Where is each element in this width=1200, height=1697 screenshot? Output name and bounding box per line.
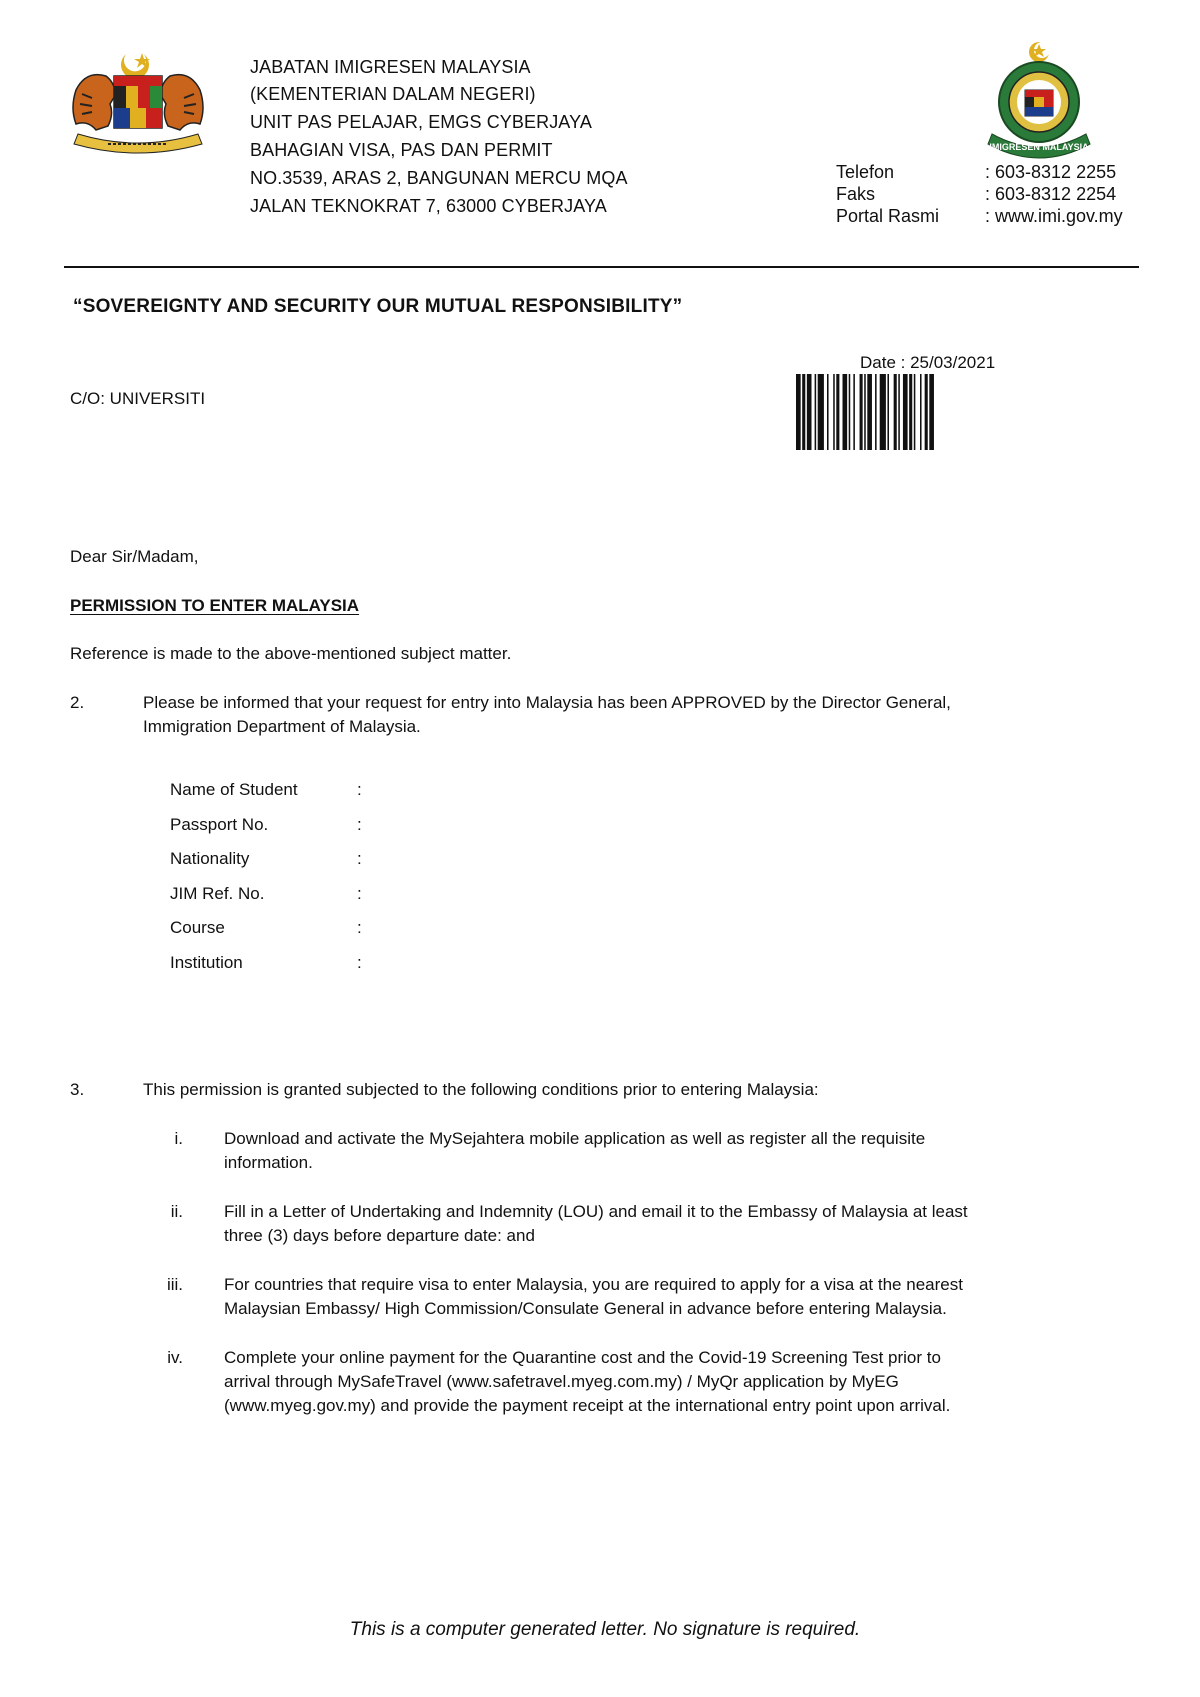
barcode-bar xyxy=(880,374,886,450)
imigresen-malaysia-badge-icon xyxy=(984,40,1094,160)
address-line-1: JABATAN IMIGRESEN MALAYSIA xyxy=(250,57,531,77)
motto-heading: “SOVEREIGNTY AND SECURITY OUR MUTUAL RESPONSIBILITY” xyxy=(73,296,683,317)
letter-date: Date : 25/03/2021 xyxy=(860,353,996,372)
condition-1-line-1: Download and activate the MySejahtera mobile application as well as register all the requisite xyxy=(224,1129,926,1148)
care-of-line: C/O: UNIVERSITI xyxy=(70,389,206,408)
barcode-bar xyxy=(853,374,855,450)
condition-2-line-2: three (3) days before departure date: and xyxy=(224,1226,535,1245)
field-colon: : xyxy=(357,953,362,972)
field-label-nationality: Nationality xyxy=(170,849,250,868)
paragraph-2-line-1: Please be informed that your request for entry into Malaysia has been APPROVED by the Director General, xyxy=(143,693,951,712)
contact-value-telefon: : 603-8312 2255 xyxy=(985,162,1117,182)
malaysia-coat-of-arms-icon xyxy=(68,50,208,160)
field-colon: : xyxy=(357,884,362,903)
barcode-bar xyxy=(807,374,812,450)
condition-3-number: iii. xyxy=(166,1275,183,1294)
barcode-bar xyxy=(894,374,897,450)
contact-label-faks: Faks xyxy=(836,184,876,204)
barcode-bar xyxy=(898,374,900,450)
barcode-bar xyxy=(864,374,866,450)
condition-4-number: iv. xyxy=(167,1348,183,1367)
barcode-bar xyxy=(860,374,863,450)
condition-4-line-3: (www.myeg.gov.my) and provide the payment receipt at the international entry point upon arrival. xyxy=(224,1396,951,1415)
barcode-bar xyxy=(903,374,908,450)
barcode-bar xyxy=(833,374,835,450)
salutation: Dear Sir/Madam, xyxy=(70,547,199,566)
condition-1-line-2: information. xyxy=(224,1153,313,1172)
barcode-bar xyxy=(843,374,848,450)
address-line-3: UNIT PAS PELAJAR, EMGS CYBERJAYA xyxy=(250,112,592,132)
barcode-bar xyxy=(914,374,916,450)
condition-3-line-2: Malaysian Embassy/ High Commission/Consulate General in advance before entering Malaysia. xyxy=(224,1299,947,1318)
barcode-bar xyxy=(909,374,912,450)
condition-4-line-1: Complete your online payment for the Quarantine cost and the Covid-19 Screening Test prior to xyxy=(224,1348,941,1367)
field-label-course: Course xyxy=(170,918,225,937)
barcode-bar xyxy=(836,374,839,450)
field-label-jim-ref: JIM Ref. No. xyxy=(170,884,265,903)
barcode-bar xyxy=(929,374,934,450)
address-line-6: JALAN TEKNOKRAT 7, 63000 CYBERJAYA xyxy=(250,196,607,216)
barcode xyxy=(796,374,1054,450)
field-label-institution: Institution xyxy=(170,953,243,972)
contact-value-portal: : www.imi.gov.my xyxy=(985,206,1123,226)
address-line-2: (KEMENTERIAN DALAM NEGERI) xyxy=(250,84,536,104)
contact-label-portal: Portal Rasmi xyxy=(836,206,940,226)
paragraph-2-number: 2. xyxy=(70,693,85,712)
barcode-bar xyxy=(802,374,805,450)
barcode-bar xyxy=(796,374,801,450)
condition-2-number: ii. xyxy=(170,1202,183,1221)
contact-label-telefon: Telefon xyxy=(836,162,895,182)
barcode-bar xyxy=(867,374,872,450)
barcode-bar xyxy=(849,374,851,450)
address-line-5: NO.3539, ARAS 2, BANGUNAN MERCU MQA xyxy=(250,168,628,188)
barcode-bar xyxy=(887,374,889,450)
field-colon: : xyxy=(357,918,362,937)
paragraph-2-line-2: Immigration Department of Malaysia. xyxy=(143,717,421,736)
condition-2-line-1: Fill in a Letter of Undertaking and Indemnity (LOU) and email it to the Embassy of Malaysia at least xyxy=(224,1202,968,1221)
header-divider xyxy=(64,266,1139,268)
barcode-bar xyxy=(875,374,877,450)
paragraph-3-number: 3. xyxy=(70,1080,85,1099)
barcode-bar xyxy=(925,374,928,450)
condition-4-line-2: arrival through MySafeTravel (www.safetravel.myeg.com.my) / MyQr application by MyEG xyxy=(224,1372,899,1391)
footer-disclaimer: This is a computer generated letter. No signature is required. xyxy=(349,1619,861,1640)
field-label-name: Name of Student xyxy=(170,780,298,799)
contact-value-faks: : 603-8312 2254 xyxy=(985,184,1117,204)
reference-line: Reference is made to the above-mentioned subject matter. xyxy=(70,644,512,663)
barcode-bar xyxy=(920,374,922,450)
field-colon: : xyxy=(357,780,362,799)
svg-text:IMIGRESEN MALAYSIA: IMIGRESEN MALAYSIA xyxy=(989,142,1089,152)
address-line-4: BAHAGIAN VISA, PAS DAN PERMIT xyxy=(250,140,553,160)
paragraph-3-text: This permission is granted subjected to the following conditions prior to entering Malaysia: xyxy=(143,1080,819,1099)
field-colon: : xyxy=(357,849,362,868)
barcode-bar xyxy=(818,374,824,450)
field-colon: : xyxy=(357,815,362,834)
barcode-bar xyxy=(827,374,829,450)
barcode-bar xyxy=(815,374,817,450)
condition-3-line-1: For countries that require visa to enter Malaysia, you are required to apply for a visa at the nearest xyxy=(224,1275,963,1294)
subject-heading: PERMISSION TO ENTER MALAYSIA xyxy=(70,596,360,615)
field-label-passport: Passport No. xyxy=(170,815,269,834)
condition-1-number: i. xyxy=(174,1129,183,1148)
